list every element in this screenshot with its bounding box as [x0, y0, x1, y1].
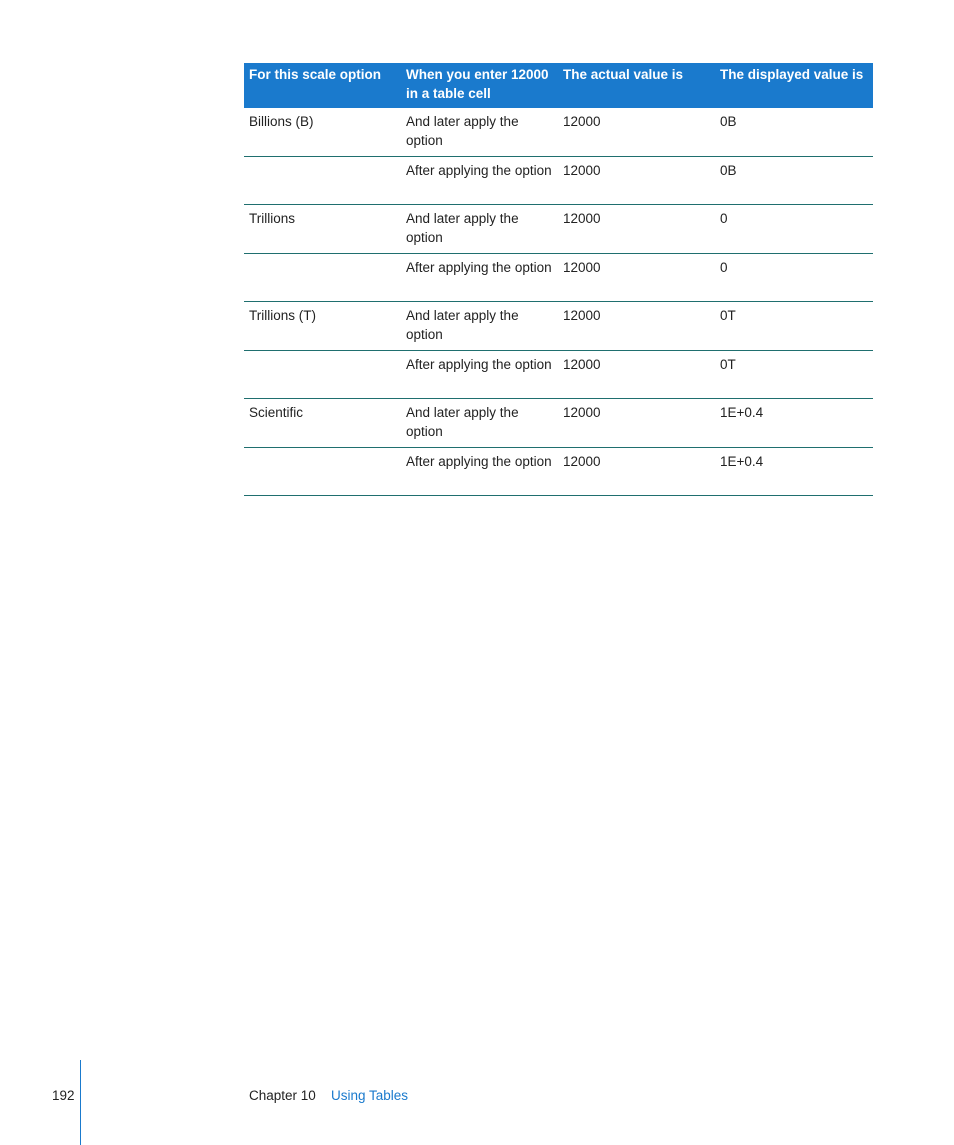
- cell-scale-option: [244, 157, 401, 205]
- chapter-title: Using Tables: [331, 1088, 409, 1103]
- cell-actual-value: 12000: [558, 302, 715, 351]
- cell-scale-option: Trillions: [244, 205, 401, 254]
- chapter-label: Chapter 10: [249, 1088, 316, 1103]
- table-row: [244, 302, 873, 351]
- cell-scale-option: Scientific: [244, 399, 401, 448]
- cell-enter-value: After applying the option: [401, 351, 558, 399]
- cell-actual-value: 12000: [558, 157, 715, 205]
- cell-actual-value: 12000: [558, 351, 715, 399]
- table-row: [244, 254, 873, 302]
- table-row: [244, 448, 873, 496]
- cell-actual-value: 12000: [558, 399, 715, 448]
- cell-actual-value: 12000: [558, 254, 715, 302]
- table-row: [244, 399, 873, 448]
- cell-displayed-value: 0B: [715, 108, 873, 157]
- scale-options-table: [244, 63, 873, 496]
- cell-displayed-value: 0: [715, 205, 873, 254]
- cell-enter-value: And later apply the option: [401, 108, 558, 157]
- header-scale-option: For this scale option: [244, 63, 401, 108]
- cell-displayed-value: 0: [715, 254, 873, 302]
- cell-scale-option: [244, 448, 401, 496]
- cell-displayed-value: 0T: [715, 302, 873, 351]
- cell-displayed-value: 0B: [715, 157, 873, 205]
- cell-enter-value: And later apply the option: [401, 205, 558, 254]
- cell-displayed-value: 1E+0.4: [715, 448, 873, 496]
- table-header-row: [244, 63, 873, 108]
- header-enter-value: When you enter 12000 in a table cell: [401, 63, 558, 108]
- cell-actual-value: 12000: [558, 448, 715, 496]
- cell-actual-value: 12000: [558, 205, 715, 254]
- cell-enter-value: And later apply the option: [401, 399, 558, 448]
- cell-scale-option: [244, 254, 401, 302]
- page-number: 192: [52, 1088, 75, 1103]
- table-row: [244, 108, 873, 157]
- cell-scale-option: Trillions (T): [244, 302, 401, 351]
- cell-enter-value: After applying the option: [401, 157, 558, 205]
- header-actual-value: The actual value is: [558, 63, 715, 108]
- cell-scale-option: Billions (B): [244, 108, 401, 157]
- table-row: [244, 205, 873, 254]
- table-row: [244, 351, 873, 399]
- cell-scale-option: [244, 351, 401, 399]
- footer-divider: [80, 1060, 81, 1145]
- cell-enter-value: After applying the option: [401, 254, 558, 302]
- cell-displayed-value: 0T: [715, 351, 873, 399]
- cell-displayed-value: 1E+0.4: [715, 399, 873, 448]
- table-row: [244, 157, 873, 205]
- cell-enter-value: And later apply the option: [401, 302, 558, 351]
- cell-actual-value: 12000: [558, 108, 715, 157]
- cell-enter-value: After applying the option: [401, 448, 558, 496]
- header-displayed-value: The displayed value is: [715, 63, 873, 108]
